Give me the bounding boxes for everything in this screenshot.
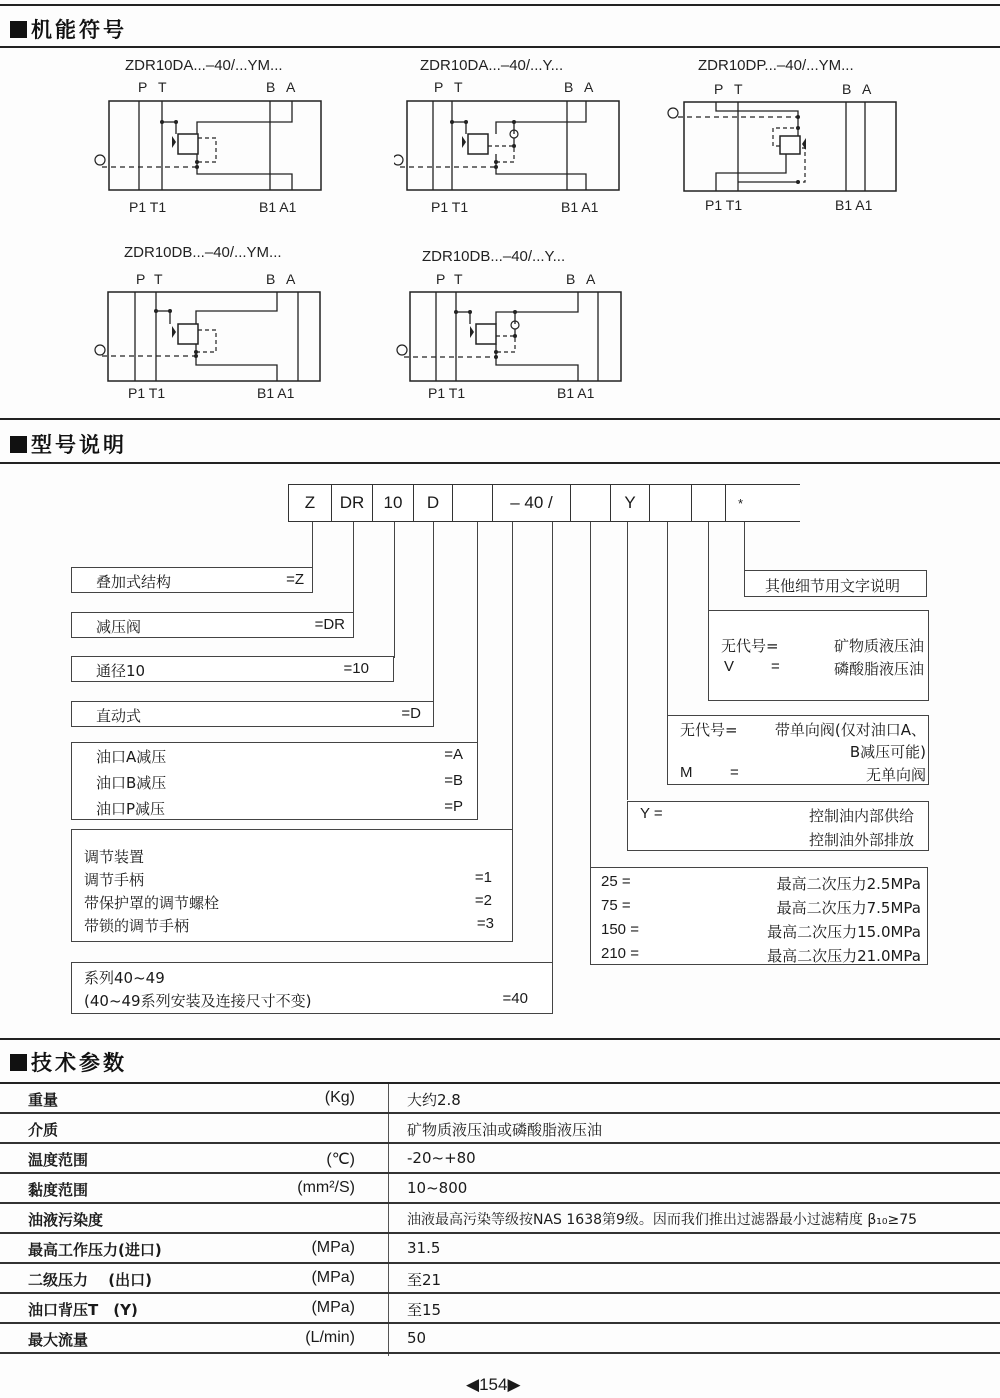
svg-text:P1 T1: P1 T1 xyxy=(431,199,469,215)
param-value: 50 xyxy=(407,1329,427,1347)
option-box-other xyxy=(744,570,927,597)
table-row xyxy=(0,1204,1000,1234)
square-bullet-icon xyxy=(10,1054,27,1071)
option-label: 油口B减压 xyxy=(96,774,167,792)
table-row xyxy=(0,1114,1000,1144)
param-value: 10~800 xyxy=(407,1179,468,1197)
param-value: 矿物质液压油或磷酸脂液压油 xyxy=(407,1121,603,1139)
option-label: 调节手柄 xyxy=(84,871,145,889)
code-cell-series: – 40 / xyxy=(492,484,570,522)
section-title-model xyxy=(10,429,127,459)
option-box-reducing-valve xyxy=(71,612,354,638)
svg-text:A: A xyxy=(286,271,296,287)
code-cell-size: 10 xyxy=(372,484,413,522)
diagram-title: ZDR10DA...–40/...YM... xyxy=(125,57,283,74)
param-value: 油液最高污染等级按NAS 1638第9级。因而我们推出过滤器最小过滤精度 β₁₀≥75 xyxy=(407,1212,918,1228)
svg-text:B: B xyxy=(566,271,576,287)
table-row xyxy=(0,1144,1000,1174)
option-box-fluid xyxy=(708,610,929,701)
code-cell-fluid xyxy=(691,484,725,522)
param-name: 介质 xyxy=(28,1121,59,1139)
param-name: 重量 xyxy=(28,1091,59,1109)
param-name: 最高工作压力(进口) xyxy=(28,1241,162,1259)
svg-text:P1 T1: P1 T1 xyxy=(428,385,466,401)
svg-text:P: P xyxy=(434,79,444,95)
param-value: -20~+80 xyxy=(407,1149,476,1167)
option-value: =2 xyxy=(474,892,492,909)
svg-text:B: B xyxy=(842,81,852,97)
code-cell-other: * xyxy=(725,484,800,522)
svg-text:B: B xyxy=(266,271,276,287)
square-bullet-icon xyxy=(10,436,27,453)
option-desc: 最高二次压力21.0MPa xyxy=(767,947,921,965)
option-label: 减压阀 xyxy=(96,618,142,636)
param-unit: (L/min) xyxy=(305,1329,355,1346)
svg-text:B1 A1: B1 A1 xyxy=(835,197,873,213)
param-unit: (MPa) xyxy=(311,1299,355,1316)
option-box-direct xyxy=(71,701,434,727)
option-label: 叠加式结构 xyxy=(96,573,172,591)
option-label: 油口A减压 xyxy=(96,748,167,766)
svg-text:T: T xyxy=(454,79,463,95)
param-name: 温度范围 xyxy=(28,1151,89,1169)
table-row xyxy=(0,1324,1000,1354)
param-name: 最大流量 xyxy=(28,1331,89,1349)
table-row xyxy=(0,1234,1000,1264)
param-unit: (℃) xyxy=(326,1151,355,1168)
section-title-symbols xyxy=(10,14,127,44)
code-cell-d: D xyxy=(413,484,452,522)
hydraulic-symbol-da-y xyxy=(394,78,634,218)
param-name: 二级压力 (出口) xyxy=(28,1271,152,1289)
svg-text:B: B xyxy=(564,79,574,95)
svg-text:B1 A1: B1 A1 xyxy=(561,199,599,215)
option-desc: 带单向阀(仅对油口A、 xyxy=(774,721,926,739)
param-unit: (Kg) xyxy=(324,1089,355,1106)
option-heading: 系列40~49 xyxy=(84,969,165,987)
param-unit: (mm²/S) xyxy=(297,1179,355,1196)
svg-text:P: P xyxy=(436,271,446,287)
option-box-stacking xyxy=(71,567,313,593)
svg-text:T: T xyxy=(454,271,463,287)
svg-text:B: B xyxy=(266,79,276,95)
table-row xyxy=(0,1264,1000,1294)
diagram-title: ZDR10DA...–40/...Y... xyxy=(420,57,564,74)
option-eq: = xyxy=(771,658,780,675)
option-heading: 调节装置 xyxy=(84,848,145,866)
option-box-port xyxy=(71,742,478,820)
param-unit: (MPa) xyxy=(311,1239,355,1256)
svg-text:A: A xyxy=(862,81,872,97)
option-box-check-valve xyxy=(667,715,929,785)
option-value: =D xyxy=(401,705,421,722)
section-rule xyxy=(0,418,1000,420)
option-desc: 最高二次压力15.0MPa xyxy=(767,923,921,941)
param-value: 至15 xyxy=(407,1301,442,1319)
param-name: 黏度范围 xyxy=(28,1181,89,1199)
option-desc: 控制油内部供给 xyxy=(808,807,914,825)
svg-text:A: A xyxy=(584,79,594,95)
svg-text:T: T xyxy=(158,79,167,95)
svg-text:P: P xyxy=(714,81,724,97)
option-box-pressure xyxy=(590,867,928,965)
option-desc: B减压可能) xyxy=(849,743,926,761)
option-eq: = xyxy=(730,764,739,781)
section-rule xyxy=(0,1038,1000,1040)
option-label: (40~49系列安装及连接尺寸不变) xyxy=(84,992,312,1010)
svg-text:B1 A1: B1 A1 xyxy=(259,199,297,215)
param-value: 大约2.8 xyxy=(407,1091,461,1109)
param-unit: (MPa) xyxy=(311,1269,355,1286)
section-title-tech xyxy=(10,1047,127,1077)
option-value: =A xyxy=(444,746,463,763)
param-name: 油口背压T (Y) xyxy=(28,1301,138,1319)
svg-text:P: P xyxy=(136,271,146,287)
option-code: M xyxy=(680,764,693,781)
option-box-size xyxy=(71,656,394,682)
svg-text:P1 T1: P1 T1 xyxy=(705,197,743,213)
section-title-text: 技术参数 xyxy=(31,1051,127,1075)
code-cell-check xyxy=(649,484,691,522)
option-label: 油口P减压 xyxy=(96,800,166,818)
hydraulic-symbol-db-y xyxy=(394,268,634,408)
svg-text:A: A xyxy=(586,271,596,287)
section-rule xyxy=(0,462,1000,464)
option-value: =Z xyxy=(286,571,304,588)
page-number: ◀154▶ xyxy=(466,1375,521,1394)
code-cell-pressure xyxy=(570,484,610,522)
svg-text:P1 T1: P1 T1 xyxy=(129,199,167,215)
option-value: =1 xyxy=(474,869,492,886)
option-label: 直动式 xyxy=(96,707,142,725)
svg-text:T: T xyxy=(154,271,163,287)
param-value: 31.5 xyxy=(407,1239,441,1257)
option-box-control-oil xyxy=(627,801,929,851)
hydraulic-symbol-da-ym xyxy=(92,78,332,218)
code-cell-port xyxy=(452,484,492,522)
square-bullet-icon xyxy=(10,21,27,38)
table-row xyxy=(0,1174,1000,1204)
code-cell-y: Y xyxy=(610,484,649,522)
option-code: 无代号= xyxy=(680,721,738,739)
option-value: =10 xyxy=(343,660,369,677)
option-code: 210 = xyxy=(601,945,639,962)
hydraulic-symbol-dp-ym xyxy=(660,78,900,218)
option-value: =3 xyxy=(476,915,494,932)
param-value: 至21 xyxy=(407,1271,442,1289)
option-value: =B xyxy=(444,772,463,789)
param-name: 油液污染度 xyxy=(28,1211,104,1229)
section-rule xyxy=(0,46,1000,48)
section-title-text: 型号说明 xyxy=(31,433,127,457)
svg-text:A: A xyxy=(286,79,296,95)
table-row xyxy=(0,1294,1000,1324)
option-value: =P xyxy=(444,798,463,815)
option-code: V xyxy=(724,658,735,675)
option-label: 带锁的调节手柄 xyxy=(84,917,190,935)
code-cell-dr: DR xyxy=(331,484,372,522)
diagram-title: ZDR10DP...–40/...YM... xyxy=(698,57,854,74)
option-desc: 磷酸脂液压油 xyxy=(833,660,924,678)
option-desc: 最高二次压力2.5MPa xyxy=(776,875,921,893)
option-value: =DR xyxy=(314,616,345,633)
option-box-adjust xyxy=(71,829,513,942)
hydraulic-symbol-db-ym xyxy=(92,268,332,408)
option-desc: 最高二次压力7.5MPa xyxy=(776,899,921,917)
option-code: 25 = xyxy=(601,873,631,890)
svg-text:B1 A1: B1 A1 xyxy=(257,385,295,401)
option-desc: 矿物质液压油 xyxy=(833,637,924,655)
option-value: =40 xyxy=(502,990,528,1007)
option-box-series xyxy=(71,962,553,1014)
option-code: 无代号= xyxy=(721,637,779,655)
option-desc: 无单向阀 xyxy=(865,766,926,784)
option-code: 150 = xyxy=(601,921,639,938)
option-code: Y = xyxy=(640,805,663,822)
svg-text:B1 A1: B1 A1 xyxy=(557,385,595,401)
option-desc: 控制油外部排放 xyxy=(808,831,914,849)
option-label: 带保护罩的调节螺栓 xyxy=(84,894,220,912)
svg-text:P: P xyxy=(138,79,148,95)
code-cell-z: Z xyxy=(288,484,331,522)
top-rule xyxy=(0,4,1000,6)
diagram-title: ZDR10DB...–40/...YM... xyxy=(124,244,282,261)
svg-text:P1 T1: P1 T1 xyxy=(128,385,166,401)
table-row xyxy=(0,1084,1000,1114)
diagram-title: ZDR10DB...–40/...Y... xyxy=(422,248,566,265)
option-label: 其他细节用文字说明 xyxy=(765,577,901,595)
svg-text:T: T xyxy=(734,81,743,97)
section-title-text: 机能符号 xyxy=(31,18,127,42)
option-code: 75 = xyxy=(601,897,631,914)
option-label: 通径10 xyxy=(96,662,146,680)
